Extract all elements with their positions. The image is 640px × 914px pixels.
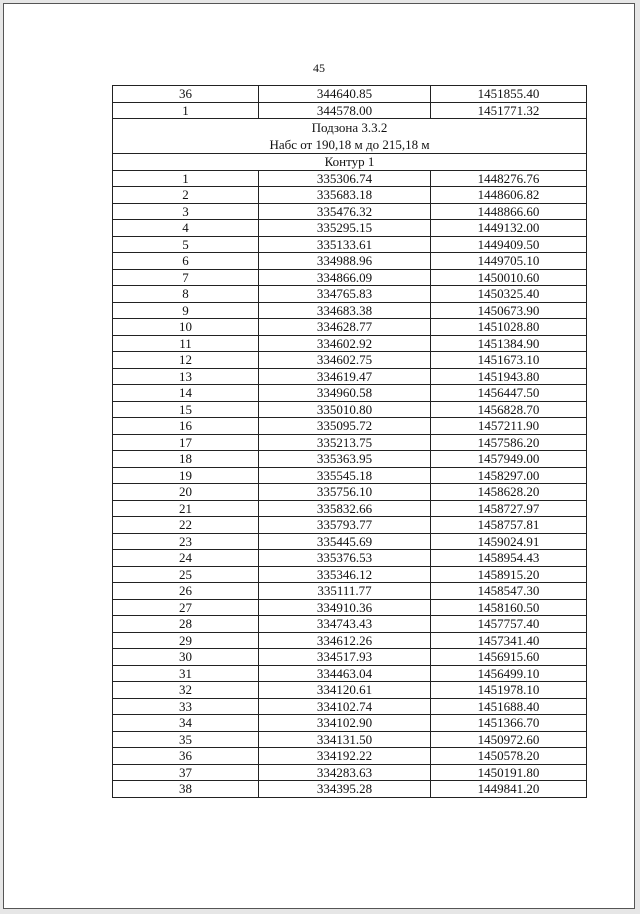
x-coordinate-cell: 335295.15 (259, 220, 431, 237)
x-coordinate-cell: 335832.66 (259, 500, 431, 517)
x-coordinate-cell: 334395.28 (259, 781, 431, 798)
y-coordinate-cell: 1457757.40 (431, 616, 587, 633)
point-number-cell: 21 (113, 500, 259, 517)
point-number-cell: 16 (113, 418, 259, 435)
y-coordinate-cell: 1457586.20 (431, 434, 587, 451)
point-number-cell: 25 (113, 566, 259, 583)
x-coordinate-cell: 334120.61 (259, 682, 431, 699)
x-coordinate-cell: 335010.80 (259, 401, 431, 418)
point-number-cell: 36 (113, 86, 259, 103)
table-row (113, 748, 587, 765)
y-coordinate-cell: 1458757.81 (431, 517, 587, 534)
table-row (113, 764, 587, 781)
table-row (113, 649, 587, 666)
y-coordinate-cell: 1457341.40 (431, 632, 587, 649)
y-coordinate-cell: 1457949.00 (431, 451, 587, 468)
x-coordinate-cell: 335376.53 (259, 550, 431, 567)
table-row (113, 385, 587, 402)
x-coordinate-cell: 334602.75 (259, 352, 431, 369)
y-coordinate-cell: 1450578.20 (431, 748, 587, 765)
y-coordinate-cell: 1451384.90 (431, 335, 587, 352)
table-row (113, 517, 587, 534)
y-coordinate-cell: 1450673.90 (431, 302, 587, 319)
y-coordinate-cell: 1448606.82 (431, 187, 587, 204)
x-coordinate-cell: 335756.10 (259, 484, 431, 501)
table-row (113, 319, 587, 336)
x-coordinate-cell: 335363.95 (259, 451, 431, 468)
table-row (113, 715, 587, 732)
x-coordinate-cell: 334765.83 (259, 286, 431, 303)
x-coordinate-cell: 335111.77 (259, 583, 431, 600)
table-row (113, 731, 587, 748)
subzone-title: Подзона 3.3.2 (311, 120, 388, 135)
point-number-cell: 1 (113, 102, 259, 119)
point-number-cell: 18 (113, 451, 259, 468)
page-number: 45 (313, 61, 325, 75)
table-row (113, 352, 587, 369)
subzone-header-row (113, 119, 587, 154)
coordinates-table (112, 85, 587, 798)
contour-title: Контур 1 (113, 154, 587, 171)
y-coordinate-cell: 1458727.97 (431, 500, 587, 517)
x-coordinate-cell: 334602.92 (259, 335, 431, 352)
y-coordinate-cell: 1451978.10 (431, 682, 587, 699)
x-coordinate-cell: 334628.77 (259, 319, 431, 336)
point-number-cell: 27 (113, 599, 259, 616)
table-row (113, 236, 587, 253)
y-coordinate-cell: 1457211.90 (431, 418, 587, 435)
table-row (113, 665, 587, 682)
x-coordinate-cell: 334131.50 (259, 731, 431, 748)
table-row (113, 434, 587, 451)
point-number-cell: 24 (113, 550, 259, 567)
y-coordinate-cell: 1448866.60 (431, 203, 587, 220)
point-number-cell: 3 (113, 203, 259, 220)
table-row (113, 698, 587, 715)
point-number-cell: 10 (113, 319, 259, 336)
table-row (113, 500, 587, 517)
point-number-cell: 19 (113, 467, 259, 484)
x-coordinate-cell: 335445.69 (259, 533, 431, 550)
y-coordinate-cell: 1451688.40 (431, 698, 587, 715)
y-coordinate-cell: 1451673.10 (431, 352, 587, 369)
x-coordinate-cell: 335545.18 (259, 467, 431, 484)
table-row (113, 102, 587, 119)
x-coordinate-cell: 334743.43 (259, 616, 431, 633)
x-coordinate-cell: 335476.32 (259, 203, 431, 220)
point-number-cell: 32 (113, 682, 259, 699)
x-coordinate-cell: 334960.58 (259, 385, 431, 402)
x-coordinate-cell: 334866.09 (259, 269, 431, 286)
table-row (113, 632, 587, 649)
y-coordinate-cell: 1451943.80 (431, 368, 587, 385)
table-row (113, 220, 587, 237)
y-coordinate-cell: 1456828.70 (431, 401, 587, 418)
table-row (113, 401, 587, 418)
table-row (113, 418, 587, 435)
subzone-range: Набс от 190,18 м до 215,18 м (269, 137, 430, 152)
table-row (113, 781, 587, 798)
table-row (113, 566, 587, 583)
y-coordinate-cell: 1456447.50 (431, 385, 587, 402)
point-number-cell: 36 (113, 748, 259, 765)
x-coordinate-cell: 334910.36 (259, 599, 431, 616)
table-row (113, 302, 587, 319)
table-row (113, 467, 587, 484)
y-coordinate-cell: 1448276.76 (431, 170, 587, 187)
x-coordinate-cell: 335683.18 (259, 187, 431, 204)
x-coordinate-cell: 334517.93 (259, 649, 431, 666)
point-number-cell: 20 (113, 484, 259, 501)
table-row (113, 533, 587, 550)
point-number-cell: 5 (113, 236, 259, 253)
subzone-header-cell (113, 119, 587, 154)
point-number-cell: 26 (113, 583, 259, 600)
point-number-cell: 6 (113, 253, 259, 270)
y-coordinate-cell: 1450325.40 (431, 286, 587, 303)
table-row (113, 451, 587, 468)
table-row (113, 616, 587, 633)
point-number-cell: 23 (113, 533, 259, 550)
point-number-cell: 7 (113, 269, 259, 286)
y-coordinate-cell: 1451366.70 (431, 715, 587, 732)
y-coordinate-cell: 1451855.40 (431, 86, 587, 103)
point-number-cell: 12 (113, 352, 259, 369)
table-row (113, 682, 587, 699)
x-coordinate-cell: 344640.85 (259, 86, 431, 103)
x-coordinate-cell: 334102.74 (259, 698, 431, 715)
y-coordinate-cell: 1449409.50 (431, 236, 587, 253)
point-number-cell: 37 (113, 764, 259, 781)
point-number-cell: 15 (113, 401, 259, 418)
x-coordinate-cell: 335306.74 (259, 170, 431, 187)
x-coordinate-cell: 335346.12 (259, 566, 431, 583)
table-row (113, 203, 587, 220)
x-coordinate-cell: 334988.96 (259, 253, 431, 270)
document-page (3, 3, 635, 909)
point-number-cell: 22 (113, 517, 259, 534)
y-coordinate-cell: 1456915.60 (431, 649, 587, 666)
contour-header-row (113, 154, 587, 171)
point-number-cell: 33 (113, 698, 259, 715)
x-coordinate-cell: 334683.38 (259, 302, 431, 319)
y-coordinate-cell: 1456499.10 (431, 665, 587, 682)
x-coordinate-cell: 335793.77 (259, 517, 431, 534)
table-row (113, 170, 587, 187)
y-coordinate-cell: 1458160.50 (431, 599, 587, 616)
y-coordinate-cell: 1458547.30 (431, 583, 587, 600)
y-coordinate-cell: 1449705.10 (431, 253, 587, 270)
point-number-cell: 34 (113, 715, 259, 732)
x-coordinate-cell: 334463.04 (259, 665, 431, 682)
point-number-cell: 13 (113, 368, 259, 385)
y-coordinate-cell: 1449841.20 (431, 781, 587, 798)
x-coordinate-cell: 335133.61 (259, 236, 431, 253)
table-row (113, 583, 587, 600)
table-row (113, 484, 587, 501)
y-coordinate-cell: 1450191.80 (431, 764, 587, 781)
point-number-cell: 8 (113, 286, 259, 303)
x-coordinate-cell: 334192.22 (259, 748, 431, 765)
point-number-cell: 9 (113, 302, 259, 319)
point-number-cell: 38 (113, 781, 259, 798)
point-number-cell: 17 (113, 434, 259, 451)
x-coordinate-cell: 334612.26 (259, 632, 431, 649)
y-coordinate-cell: 1449132.00 (431, 220, 587, 237)
table-row (113, 335, 587, 352)
y-coordinate-cell: 1458915.20 (431, 566, 587, 583)
y-coordinate-cell: 1458954.43 (431, 550, 587, 567)
point-number-cell: 35 (113, 731, 259, 748)
table-row (113, 253, 587, 270)
point-number-cell: 11 (113, 335, 259, 352)
y-coordinate-cell: 1459024.91 (431, 533, 587, 550)
table-row (113, 286, 587, 303)
table-row (113, 269, 587, 286)
point-number-cell: 30 (113, 649, 259, 666)
y-coordinate-cell: 1458297.00 (431, 467, 587, 484)
point-number-cell: 4 (113, 220, 259, 237)
table-row (113, 599, 587, 616)
y-coordinate-cell: 1451771.32 (431, 102, 587, 119)
point-number-cell: 2 (113, 187, 259, 204)
point-number-cell: 29 (113, 632, 259, 649)
x-coordinate-cell: 335095.72 (259, 418, 431, 435)
point-number-cell: 28 (113, 616, 259, 633)
y-coordinate-cell: 1450010.60 (431, 269, 587, 286)
x-coordinate-cell: 335213.75 (259, 434, 431, 451)
x-coordinate-cell: 334283.63 (259, 764, 431, 781)
table-row (113, 368, 587, 385)
point-number-cell: 31 (113, 665, 259, 682)
x-coordinate-cell: 344578.00 (259, 102, 431, 119)
x-coordinate-cell: 334102.90 (259, 715, 431, 732)
y-coordinate-cell: 1451028.80 (431, 319, 587, 336)
y-coordinate-cell: 1450972.60 (431, 731, 587, 748)
x-coordinate-cell: 334619.47 (259, 368, 431, 385)
point-number-cell: 14 (113, 385, 259, 402)
table-row (113, 550, 587, 567)
table-row (113, 86, 587, 103)
y-coordinate-cell: 1458628.20 (431, 484, 587, 501)
table-row (113, 187, 587, 204)
point-number-cell: 1 (113, 170, 259, 187)
